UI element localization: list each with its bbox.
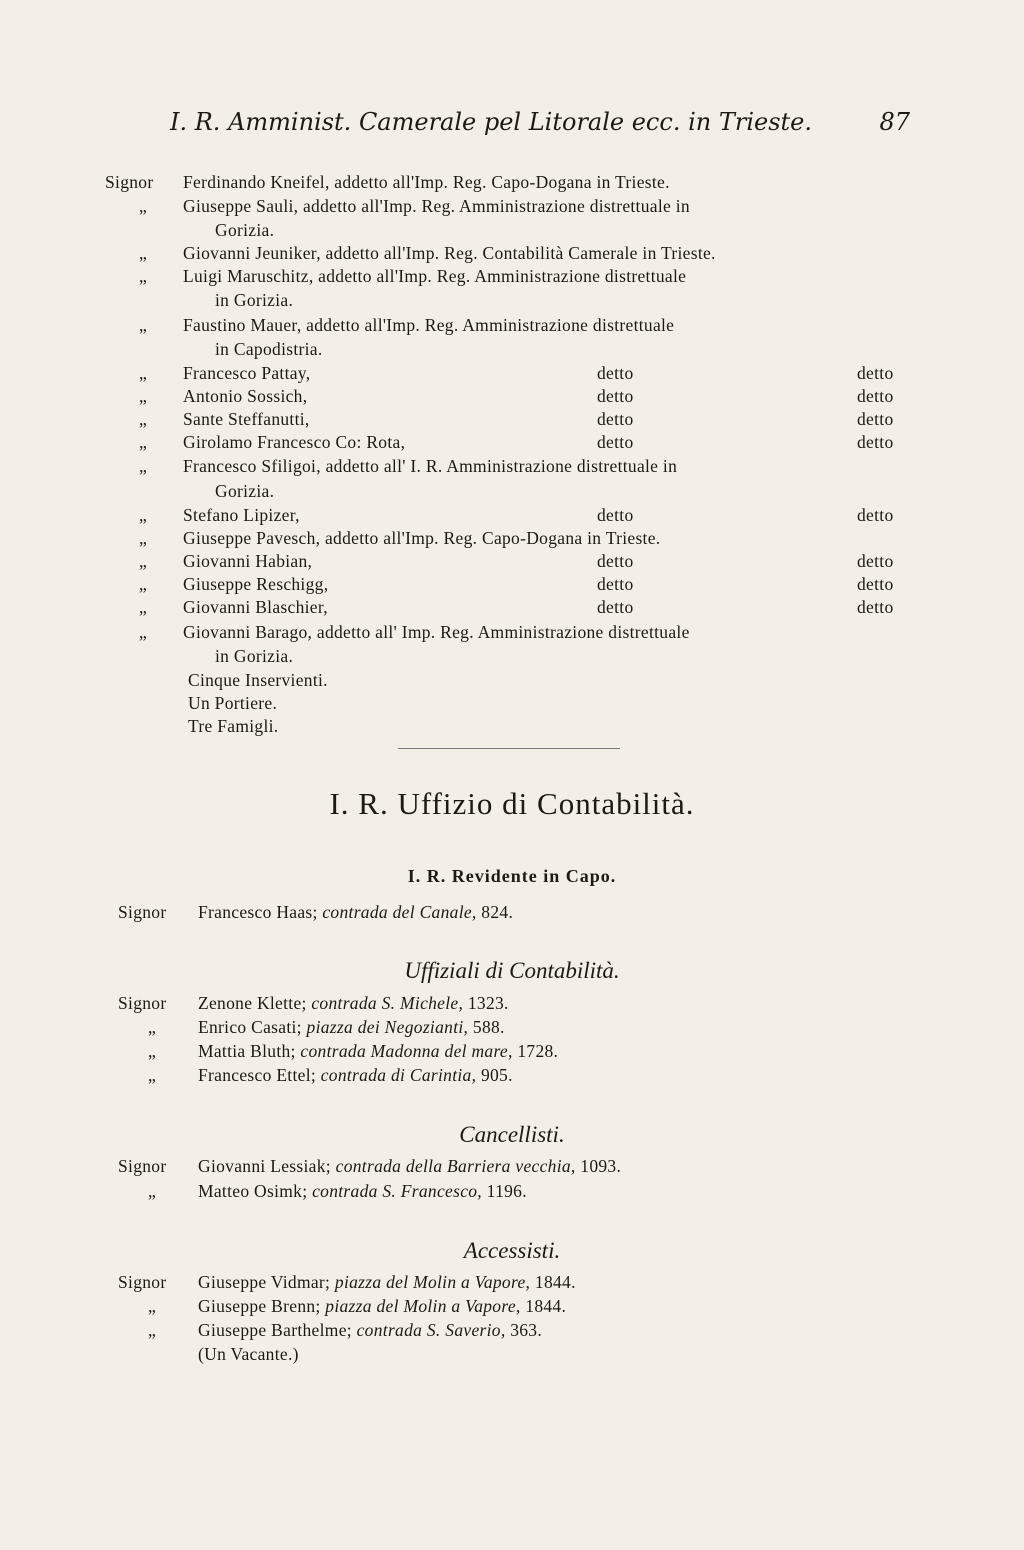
staff-line: „ Faustino Mauer, addetto all'Imp. Reg. Amministrazione distrettuale (139, 315, 675, 335)
cancellisti-title: Cancellisti. (459, 1122, 565, 1147)
running-title: I. R. Amminist. Camerale pel Litorale ecc. in Trieste. (170, 108, 812, 136)
accessisti-entry: Signor Giuseppe Vidmar; piazza del Molin a Vapore, 1844. (118, 1272, 576, 1292)
uffiziali-title: Uffiziali di Contabilità. (404, 958, 620, 983)
detto-row: „ Girolamo Francesco Co: Rota, detto detto (139, 432, 894, 452)
staff-line: „ Luigi Maruschitz, addetto all'Imp. Reg. Amministrazione distrettuale (139, 266, 687, 286)
accessisti-entry: „ Giuseppe Barthelme; contrada S. Saverio, 363. (148, 1320, 543, 1340)
page-header (170, 108, 910, 148)
accessisti-title: Accessisti. (463, 1238, 561, 1263)
detto-row: „ Giovanni Habian, detto detto (139, 551, 894, 571)
extra-staff: Cinque Inservienti. (188, 670, 328, 690)
uffiziali-entry: „ Mattia Bluth; contrada Madonna del mare, 1728. (148, 1041, 559, 1061)
uffiziali-entry: „ Francesco Ettel; contrada di Carintia, 905. (148, 1065, 513, 1085)
staff-line: „ Giuseppe Sauli, addetto all'Imp. Reg. Amministrazione distrettuale in (139, 196, 690, 216)
staff-line: „ Francesco Sfiligoi, addetto all' I. R. Amministrazione distrettuale in (139, 456, 678, 476)
detto-row: „ Stefano Lipizer, detto detto (139, 505, 894, 525)
staff-line-continuation: in Gorizia. (215, 290, 294, 310)
staff-line-continuation: in Gorizia. (215, 646, 294, 666)
extra-staff: Un Portiere. (188, 693, 278, 713)
detto-row: „ Giovanni Blaschier, detto detto (139, 597, 894, 617)
staff-line: „ Giuseppe Pavesch, addetto all'Imp. Reg. Capo-Dogana in Trieste. (139, 528, 661, 548)
detto-row: „ Sante Steffanutti, detto detto (139, 409, 894, 429)
cancellisti-entry: Signor Giovanni Lessiak; contrada della Barriera vecchia, 1093. (118, 1156, 622, 1176)
section-title: I. R. Uffizio di Contabilità. (329, 786, 695, 821)
vacancy-note: (Un Vacante.) (198, 1344, 299, 1364)
accessisti-entry: „ Giuseppe Brenn; piazza del Molin a Vapore, 1844. (148, 1296, 567, 1316)
page-number: 87 (879, 108, 910, 136)
extra-staff: Tre Famigli. (188, 716, 279, 736)
section-divider (398, 748, 620, 749)
uffiziali-entry: „ Enrico Casati; piazza dei Negozianti, 588. (148, 1017, 505, 1037)
detto-row: „ Giuseppe Reschigg, detto detto (139, 574, 894, 594)
staff-line-continuation: Gorizia. (215, 481, 275, 501)
staff-line: „ Giovanni Jeuniker, addetto all'Imp. Reg. Contabilità Camerale in Trieste. (139, 243, 716, 263)
revidente-title: I. R. Revidente in Capo. (407, 866, 617, 886)
uffiziali-entry: Signor Zenone Klette; contrada S. Michele, 1323. (118, 993, 509, 1013)
cancellisti-entry: „ Matteo Osimk; contrada S. Francesco, 1196. (148, 1181, 527, 1201)
staff-line: Signor Ferdinando Kneifel, addetto all'Imp. Reg. Capo-Dogana in Trieste. (105, 172, 670, 192)
staff-line-continuation: Gorizia. (215, 220, 275, 240)
detto-row: „ Antonio Sossich, detto detto (139, 386, 894, 406)
staff-line: „ Giovanni Barago, addetto all' Imp. Reg. Amministrazione distrettuale (139, 622, 690, 642)
staff-line-continuation: in Capodistria. (215, 339, 323, 359)
revidente-entry: Signor Francesco Haas; contrada del Canale, 824. (118, 902, 514, 922)
detto-row: „ Francesco Pattay, detto detto (139, 363, 894, 383)
